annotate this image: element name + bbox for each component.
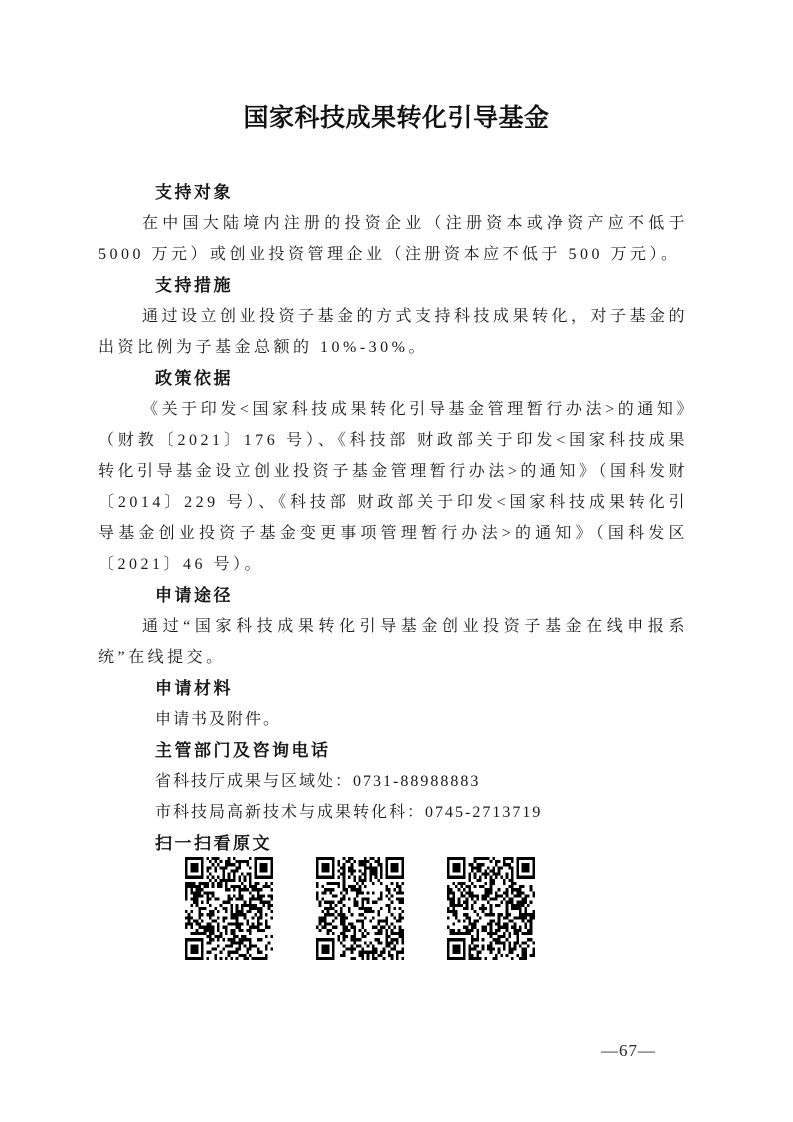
application-materials-line: 申请书及附件。 (155, 711, 282, 728)
section-heading-support-measures: 支持措施 (155, 276, 233, 295)
document-title: 国家科技成果转化引导基金 (243, 105, 550, 132)
section-heading-application-materials: 申请材料 (155, 679, 233, 698)
application-channel-paragraph: 通过“国家科技成果转化引导基金创业投资子基金在线申报系统”在线提交。 (98, 618, 688, 666)
qr-code-3 (447, 857, 535, 960)
policy-basis-paragraph: 《关于印发<国家科技成果转化引导基金管理暂行办法>的通知》（财教〔2021〕176 号）、《科技部 财政部关于印发<国家科技成果转化引导基金设立创业投资子基金管理暂行办法>的通知》（国科发财〔2014〕229 号）、《科技部 财政部关于印发<国家科技成果转化引导基金创业投资子基金变更事项管理暂行办法>的通知》（国科发区〔2021〕46 号）。 (98, 401, 688, 573)
section-heading-policy-basis: 政策依据 (155, 369, 233, 388)
support-measures-paragraph: 通过设立创业投资子基金的方式支持科技成果转化，对子基金的出资比例为子基金总额的 10%-30%。 (98, 308, 689, 356)
section-heading-application-channel: 申请途径 (155, 586, 233, 605)
contact-line-city: 市科技局高新技术与成果转化科：0745-2713719 (155, 804, 543, 821)
section-heading-contact: 主管部门及咨询电话 (155, 741, 331, 760)
section-heading-support-target: 支持对象 (155, 183, 233, 202)
qr-code-1 (185, 857, 273, 960)
contact-line-province: 省科技厅成果与区域处：0731-88988883 (155, 773, 481, 790)
qr-code-2 (316, 857, 404, 960)
document-body (98, 177, 688, 960)
support-target-paragraph: 在中国大陆境内注册的投资企业（注册资本或净资产应不低于 5000 万元）或创业投资管理企业（注册资本应不低于 500 万元）。 (98, 215, 688, 263)
page-number: —67— (601, 1041, 656, 1060)
section-heading-scan-original: 扫一扫看原文 (155, 834, 272, 853)
qr-code-row (185, 857, 688, 960)
